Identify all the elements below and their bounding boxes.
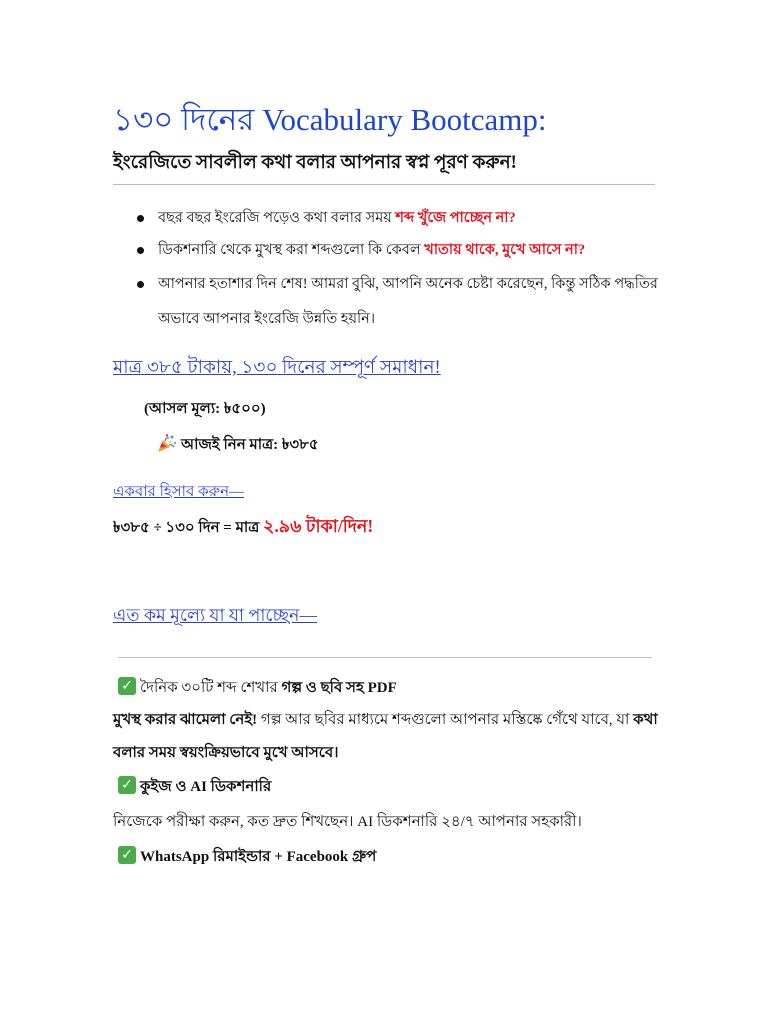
features-heading: এত কম মূল্যে যা যা পাচ্ছেন— xyxy=(113,605,317,625)
today-price: আজই নিন মাত্র: ৳৩৮৫ xyxy=(181,437,319,453)
bullet-item xyxy=(158,206,658,230)
feature-desc-text: নিজেকে পরীক্ষা করুন, কত দ্রুত শিখছেন। AI ডিকশনারি ২৪/৭ আপনার সহকারী। xyxy=(113,814,582,830)
bullet-item xyxy=(158,238,658,262)
feature-desc-bold: কথা বলার সময় স্বয়ংক্রিয়ভাবে মুখে আসবে। xyxy=(113,712,658,761)
feature-lead: দৈনিক ৩০টি শব্দ শেখার xyxy=(140,680,282,696)
original-price: (আসল মূল্য: ৳৫০০) xyxy=(144,401,266,417)
bullet-highlight: খাতায় থাকে, মুখে আসে না? xyxy=(424,242,586,258)
feature-title-row xyxy=(118,676,397,700)
formula-text: ৳৩৮৫ ÷ ১৩০ দিন = মাত্র xyxy=(113,520,264,536)
feature-desc-text: গল্প আর ছবির মাধ্যমে শব্দগুলো আপনার মস্তিষ্কে গেঁথে যাবে, যা xyxy=(257,712,634,728)
bullet-marker xyxy=(137,247,144,254)
feature-description xyxy=(113,704,658,770)
bullet-marker xyxy=(137,215,144,222)
price-formula xyxy=(113,513,373,541)
feature-title: WhatsApp রিমাইন্ডার + Facebook গ্রুপ xyxy=(140,849,377,865)
bullet-marker xyxy=(137,281,144,288)
page-subtitle: ইংরেজিতে সাবলীল কথা বলার আপনার স্বপ্ন পূরণ করুন! xyxy=(113,153,517,173)
feature-title: গল্প ও ছবি সহ PDF xyxy=(281,680,397,696)
bullet-item xyxy=(158,267,658,337)
feature-title-row xyxy=(118,845,376,869)
check-icon xyxy=(118,677,136,695)
bullet-text: আপনার হতাশার দিন শেষ! আমরা বুঝি, আপনি অনেক চেষ্টা করেছেন, কিন্তু সঠিক পদ্ধতির অভাবে আপনার ইংরেজি উন্নতি হয়নি। xyxy=(158,276,658,327)
page-title: ১৩০ দিনের Vocabulary Bootcamp: xyxy=(113,102,547,137)
calculation-heading: একবার হিসাব করুন— xyxy=(113,484,245,500)
feature-title: কুইজ ও AI ডিকশনারি xyxy=(140,779,272,795)
check-icon xyxy=(118,776,136,794)
features-divider xyxy=(118,657,652,658)
per-day-price: ২.৯৬ টাকা/দিন! xyxy=(263,516,374,536)
offer-heading: মাত্র ৩৮৫ টাকায়, ১৩০ দিনের সম্পূর্ণ সমাধান! xyxy=(113,358,441,378)
today-price-row xyxy=(157,433,319,457)
title-divider xyxy=(113,184,655,185)
check-icon xyxy=(118,846,136,864)
feature-desc-bold: মুখস্থ করার ঝামেলা নেই! xyxy=(113,712,258,728)
bullet-text: বছর বছর ইংরেজি পড়েও কথা বলার সময় xyxy=(158,210,396,226)
party-popper-icon xyxy=(157,433,177,453)
bullet-highlight: শব্দ খুঁজে পাচ্ছেন না? xyxy=(395,210,516,226)
feature-title-row xyxy=(118,775,271,799)
bullet-text: ডিকশনারি থেকে মুখস্থ করা শব্দগুলো কি কেবল xyxy=(158,242,425,258)
feature-description xyxy=(113,806,658,838)
